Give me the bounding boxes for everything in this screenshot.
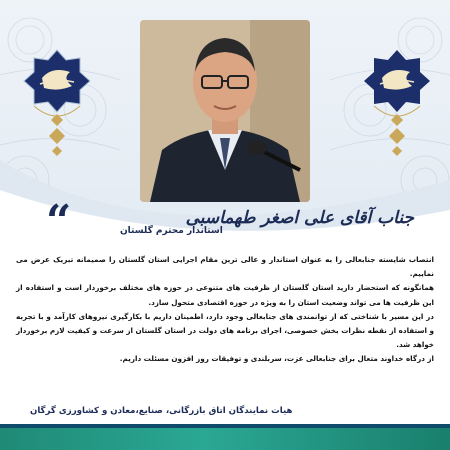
paragraph-3: در این مسیر با شناختی که از توانمندی های جنابعالی وجود دارد، اطمینان داریم با بکارگیری نیروهای کارآمد و با تجربه و استفاده از نقطه نظرات بخش خصوصی، اجرای برنامه های دولت در استان گلستان از سرعت و کیفیت لازم برخوردار خواهد شد. (16, 311, 434, 350)
calligraphy-emblem-icon (362, 48, 432, 158)
calligraphy-emblem-icon (22, 48, 92, 158)
signature: هیات نمایندگان اتاق بازرگانی، صنایع،معادن و کشاورزی گرگان (30, 406, 293, 416)
bottom-stripe (0, 424, 450, 428)
title-role: استاندار محترم گلستان (120, 226, 223, 236)
title-name: جناب آقای علی اصغر طهماسبی (185, 208, 414, 228)
quote-mark-icon: “ (46, 196, 72, 247)
bottom-bar (0, 424, 450, 450)
paragraph-4: از درگاه خداوند متعال برای جنابعالی عزت، سربلندی و توفیقات روز افزون مسئلت داریم. (119, 354, 434, 364)
paragraph-2: همانگونه که استحضار دارید استان گلستان از ظرفیت های متنوعی در حوزه های مختلف برخوردار است و استفاده از این ظرفیت ها می تواند وضعیت استان را به ویژه در حوزه اقتصادی متحول سازد. (16, 283, 434, 307)
paragraph-1: انتصاب شایسته جنابعالی را به عنوان استاندار و عالی ترین مقام اجرایی استان گلستان را صمیمانه تبریک عرض می نماییم. (16, 255, 434, 279)
message-body (16, 253, 434, 367)
